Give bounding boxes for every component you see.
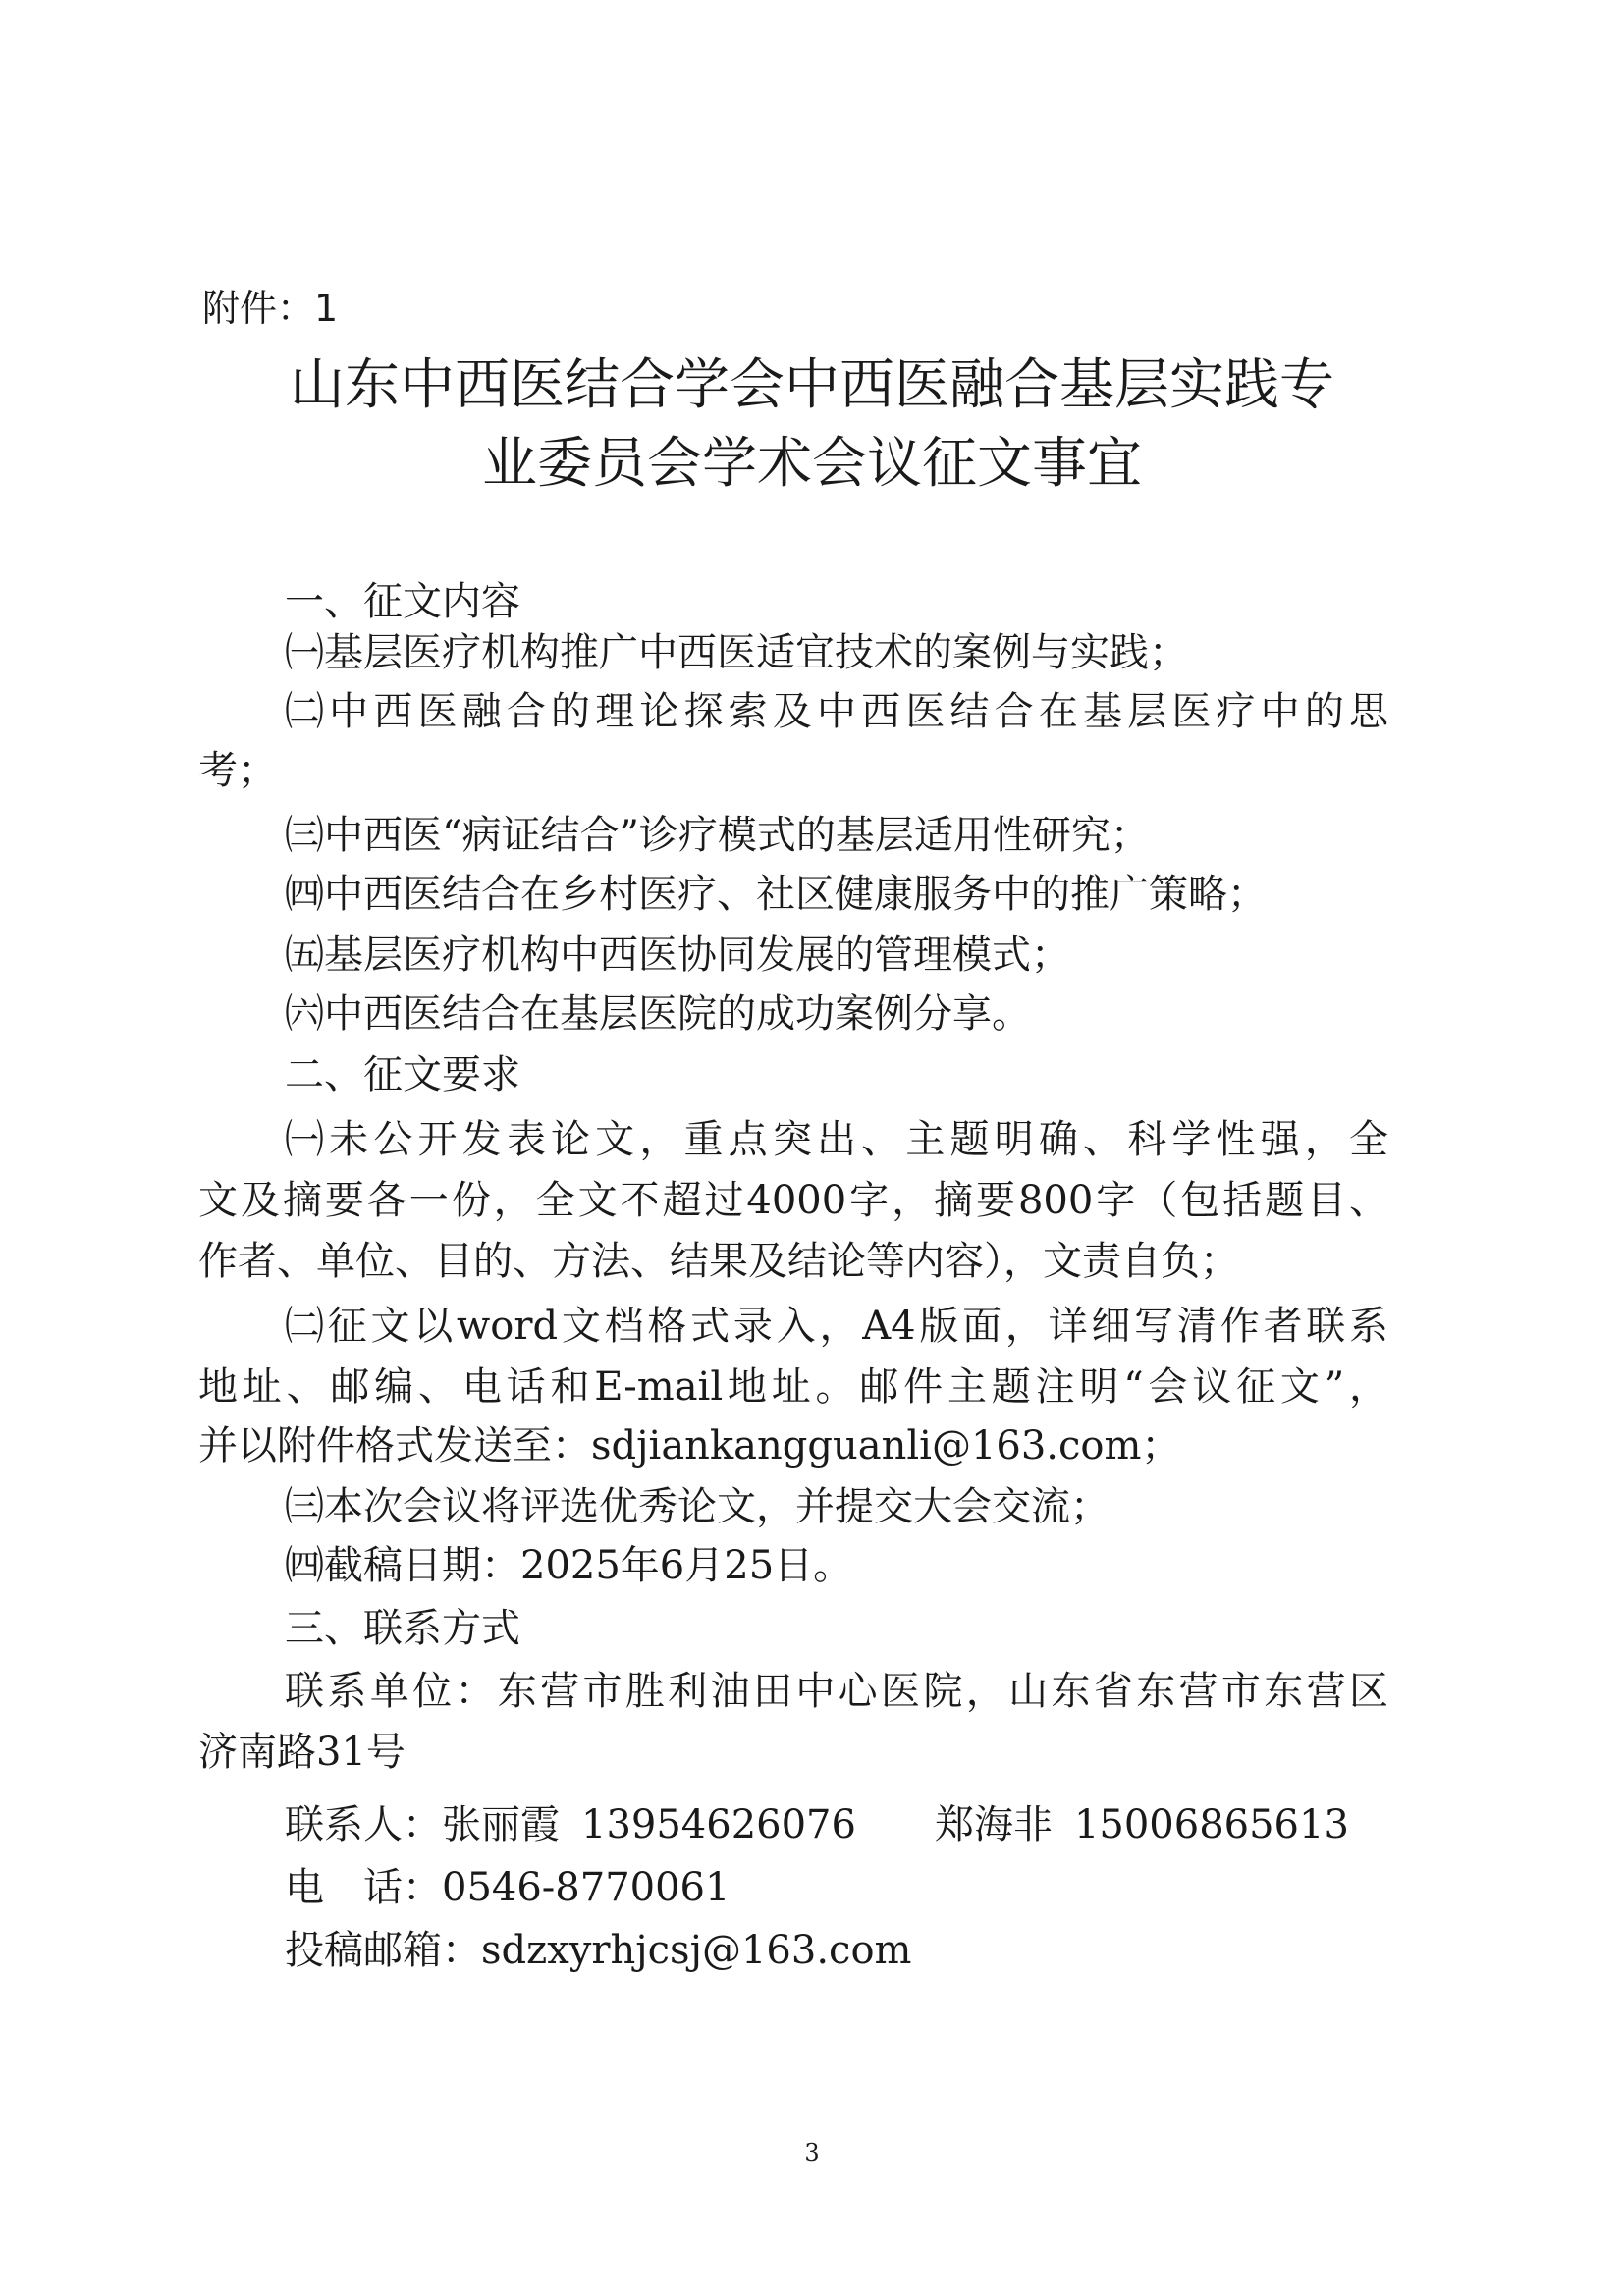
requirement-line: 文及摘要各一份，全文不超过4000字，摘要800字（包括题目、	[198, 1178, 1388, 1223]
requirement-line: 地址、邮编、电话和E-mail地址。邮件主题注明“会议征文”，	[198, 1364, 1388, 1410]
contact-email-line: 投稿邮箱：sdzxyrhjcsj@163.com	[285, 1928, 912, 1973]
requirement-line: ㈡征文以word文档格式录入，A4版面，详细写清作者联系	[285, 1304, 1388, 1349]
content-item: ㈡中西医融合的理论探索及中西医结合在基层医疗中的思	[285, 689, 1388, 734]
section-heading-requirements: 二、征文要求	[285, 1052, 520, 1097]
page-number: 3	[804, 2139, 820, 2166]
content-item: ㈥中西医结合在基层医院的成功案例分享。	[285, 991, 1031, 1037]
contact-2-phone: 15006865613	[1073, 1802, 1349, 1847]
content-item: ㈠基层医疗机构推广中西医适宜技术的案例与实践；	[285, 630, 1188, 675]
contact-persons-line	[285, 1796, 1349, 1853]
requirement-line: 作者、单位、目的、方法、结果及结论等内容），文责自负；	[198, 1239, 1239, 1284]
document-title-line-1: 山东中西医结合学会中西医融合基层实践专	[290, 353, 1334, 417]
content-item-continued: 考；	[198, 748, 277, 793]
requirement-line: ㈣截稿日期：2025年6月25日。	[285, 1543, 853, 1588]
requirement-line: ㈠未公开发表论文，重点突出、主题明确、科学性强，全	[285, 1117, 1388, 1162]
content-item: ㈣中西医结合在乡村医疗、社区健康服务中的推广策略；	[285, 872, 1267, 917]
contact-2-name: 郑海非	[934, 1802, 1053, 1847]
content-item: ㈢中西医“病证结合”诊疗模式的基层适用性研究；	[285, 813, 1150, 858]
section-heading-contact: 三、联系方式	[285, 1606, 520, 1651]
contact-unit-line-2: 济南路31号	[198, 1730, 406, 1775]
document-title-line-2: 业委员会学术会议征文事宜	[482, 432, 1142, 496]
contact-unit-line-1: 联系单位：东营市胜利油田中心医院，山东省东营市东营区	[285, 1669, 1388, 1714]
contact-1-phone: 13954626076	[581, 1802, 856, 1847]
requirement-line: 并以附件格式发送至：sdjiankangguanli@163.com；	[198, 1423, 1181, 1468]
contact-label: 联系人：	[285, 1802, 442, 1847]
contact-1-name: 张丽霞	[442, 1802, 560, 1847]
requirement-line: ㈢本次会议将评选优秀论文，并提交大会交流；	[285, 1484, 1110, 1529]
contact-phone-line: 电 话：0546-8770061	[285, 1865, 731, 1910]
attachment-label: 附件：1	[202, 287, 339, 330]
content-item: ㈤基层医疗机构中西医协同发展的管理模式；	[285, 933, 1070, 978]
section-heading-content: 一、征文内容	[285, 579, 520, 624]
